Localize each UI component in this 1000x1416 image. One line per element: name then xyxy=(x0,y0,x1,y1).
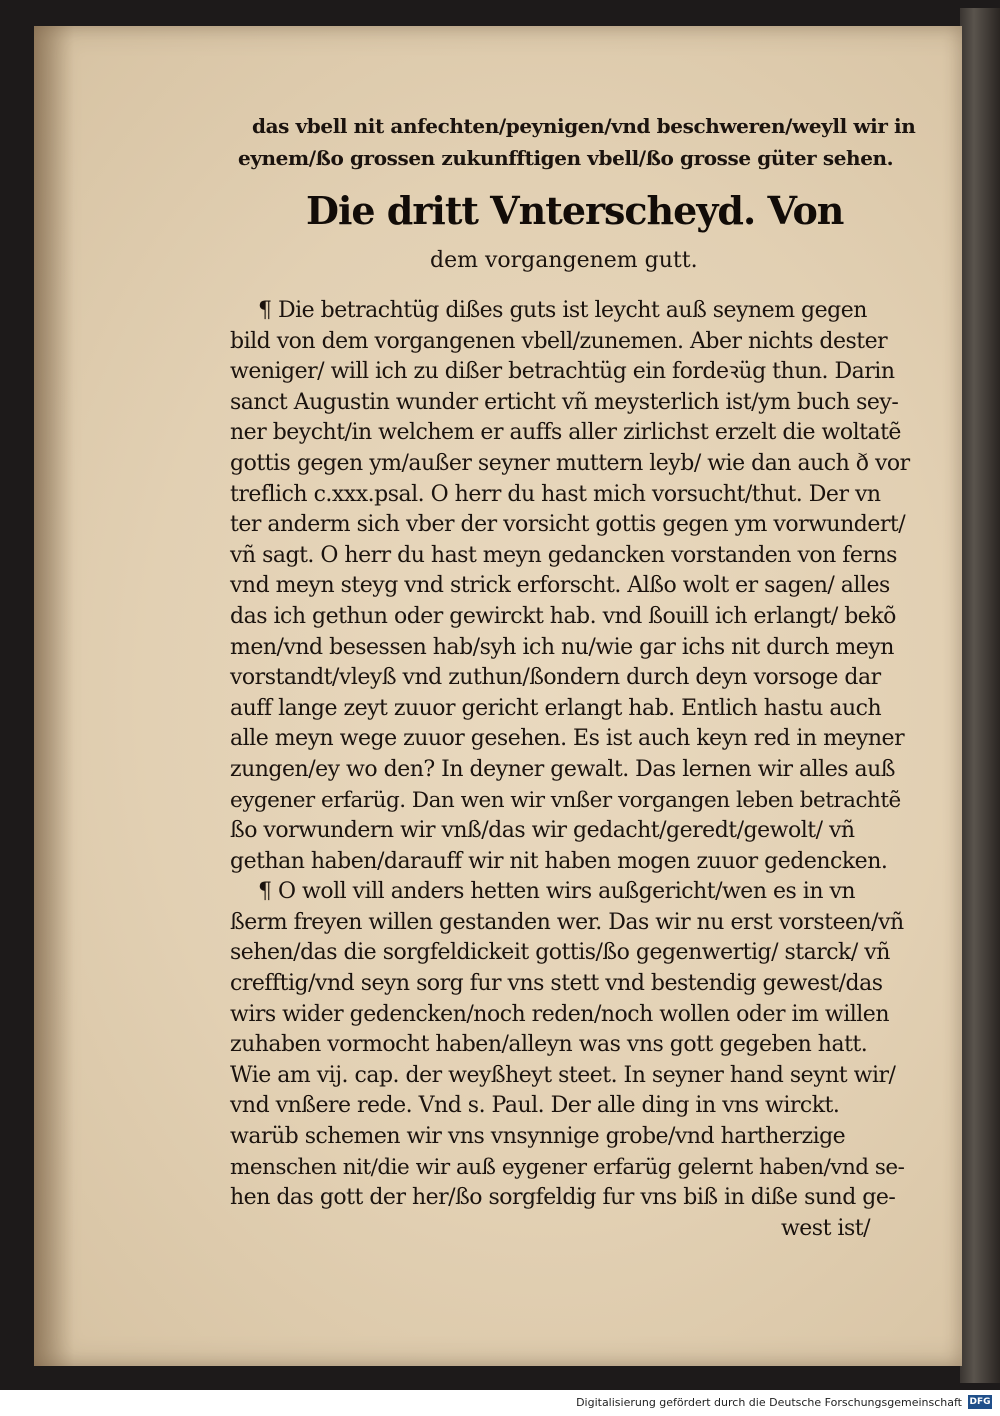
body-line: Wie am vij. cap. der weyßheyt steet. In seyner hand seynt wir/ xyxy=(230,1062,896,1088)
body-line: vnd vnßere rede. Vnd s. Paul. Der alle ding in vns wirckt. xyxy=(230,1093,840,1119)
body-line: menschen nit/die wir auß eygener erfarüg gelernt haben/vnd se- xyxy=(230,1154,905,1180)
body-line: ßo vorwundern wir vnß/das wir gedacht/geredt/gewolt/ vñ xyxy=(230,818,855,844)
body-line: warüb schemen wir vns vnsynnige grobe/vnd hartherzige xyxy=(230,1124,846,1150)
body-line: ¶ Die betrachtüg dißes guts ist leycht auß seynem gegen xyxy=(258,298,867,323)
body-line: auff lange zeyt zuuor gericht erlangt hab. Entlich hastu auch xyxy=(230,695,882,721)
body-line: sehen/das die sorgfeldickeit gottis/ßo gegenwertig/ starck/ vñ xyxy=(230,940,890,966)
body-line: eygener erfarüg. Dan wen wir vnßer vorgangen leben betrachtẽ xyxy=(230,787,901,813)
top-line-2: eynem/ßo grossen zukunfftigen vbell/ßo grosse güter sehen. xyxy=(238,146,894,170)
dfg-logo: DFG xyxy=(969,1397,991,1407)
body-line: zuhaben vormocht haben/alleyn was vns gott gegeben hatt. xyxy=(230,1032,868,1058)
body-line: ter anderm sich vber der vorsicht gottis gegen ym vorwundert/ xyxy=(230,512,906,538)
body-line: treflich c.xxx.psal. O herr du hast mich vorsucht/thut. Der vn xyxy=(230,481,881,507)
body-line: crefftig/vnd seyn sorg fur vns stett vnd bestendig gewest/das xyxy=(230,971,883,997)
body-line: weniger/ will ich zu dißer betrachtüg ein fordeꝛüg thun. Darin xyxy=(230,359,895,385)
body-line: gethan haben/darauff wir nit haben mogen zuuor gedencken. xyxy=(230,848,888,874)
body-line: west ist/ xyxy=(780,1215,870,1241)
top-line-1: das vbell nit anfechten/peynigen/vnd beschweren/weyll wir in xyxy=(252,114,916,138)
body-line: vnd meyn steyg vnd strick erforscht. Alßo wolt er sagen/ alles xyxy=(230,573,890,599)
body-line: ¶ O woll vill anders hetten wirs außgericht/wen es in vn xyxy=(258,879,856,905)
body-line: men/vnd besessen hab/syh ich nu/wie gar ichs nit durch meyn xyxy=(230,634,894,660)
body-line: alle meyn wege zuuor gesehen. Es ist auch keyn red in meyner xyxy=(230,726,905,752)
footer-bar xyxy=(0,1390,1000,1416)
body-line: ßerm freyen willen gestanden wer. Das wir nu erst vorsteen/vñ xyxy=(230,909,904,935)
body-line: vorstandt/vleyß vnd zuthun/ßondern durch deyn vorsoge dar xyxy=(230,665,881,691)
body-line: ner beycht/in welchem er auffs aller zirlichst erzelt die woltatẽ xyxy=(230,420,901,446)
body-line: wirs wider gedencken/noch reden/noch wollen oder im willen xyxy=(230,1001,889,1027)
section-subheading: dem vorgangenem gutt. xyxy=(430,248,698,273)
body-text xyxy=(230,296,910,1244)
body-line: sanct Augustin wunder erticht vñ meysterlich ist/ym buch sey- xyxy=(230,389,899,415)
body-line: das ich gethun oder gewirckt hab. vnd ßouill ich erlangt/ bekõ xyxy=(230,603,896,629)
body-line: gottis gegen ym/außer seyner muttern leyb/ wie dan auch ð vor xyxy=(230,450,910,476)
body-line: hen das gott der her/ßo sorgfeldig fur vns biß in diße sund ge- xyxy=(230,1185,896,1211)
body-line: zungen/ey wo den? In deyner gewalt. Das lernen wir alles auß xyxy=(230,756,895,782)
body-line: bild von dem vorgangenen vbell/zunemen. Aber nichts dester xyxy=(230,328,888,354)
section-heading: Die dritt Vnterscheyd. Von xyxy=(306,188,844,233)
digitization-credit: Digitalisierung gefördert durch die Deutsche Forschungsgemeinschaft xyxy=(576,1396,962,1409)
body-line: vñ sagt. O herr du hast meyn gedancken vorstanden von ferns xyxy=(230,542,897,568)
page-edge-shadow xyxy=(960,8,1000,1383)
